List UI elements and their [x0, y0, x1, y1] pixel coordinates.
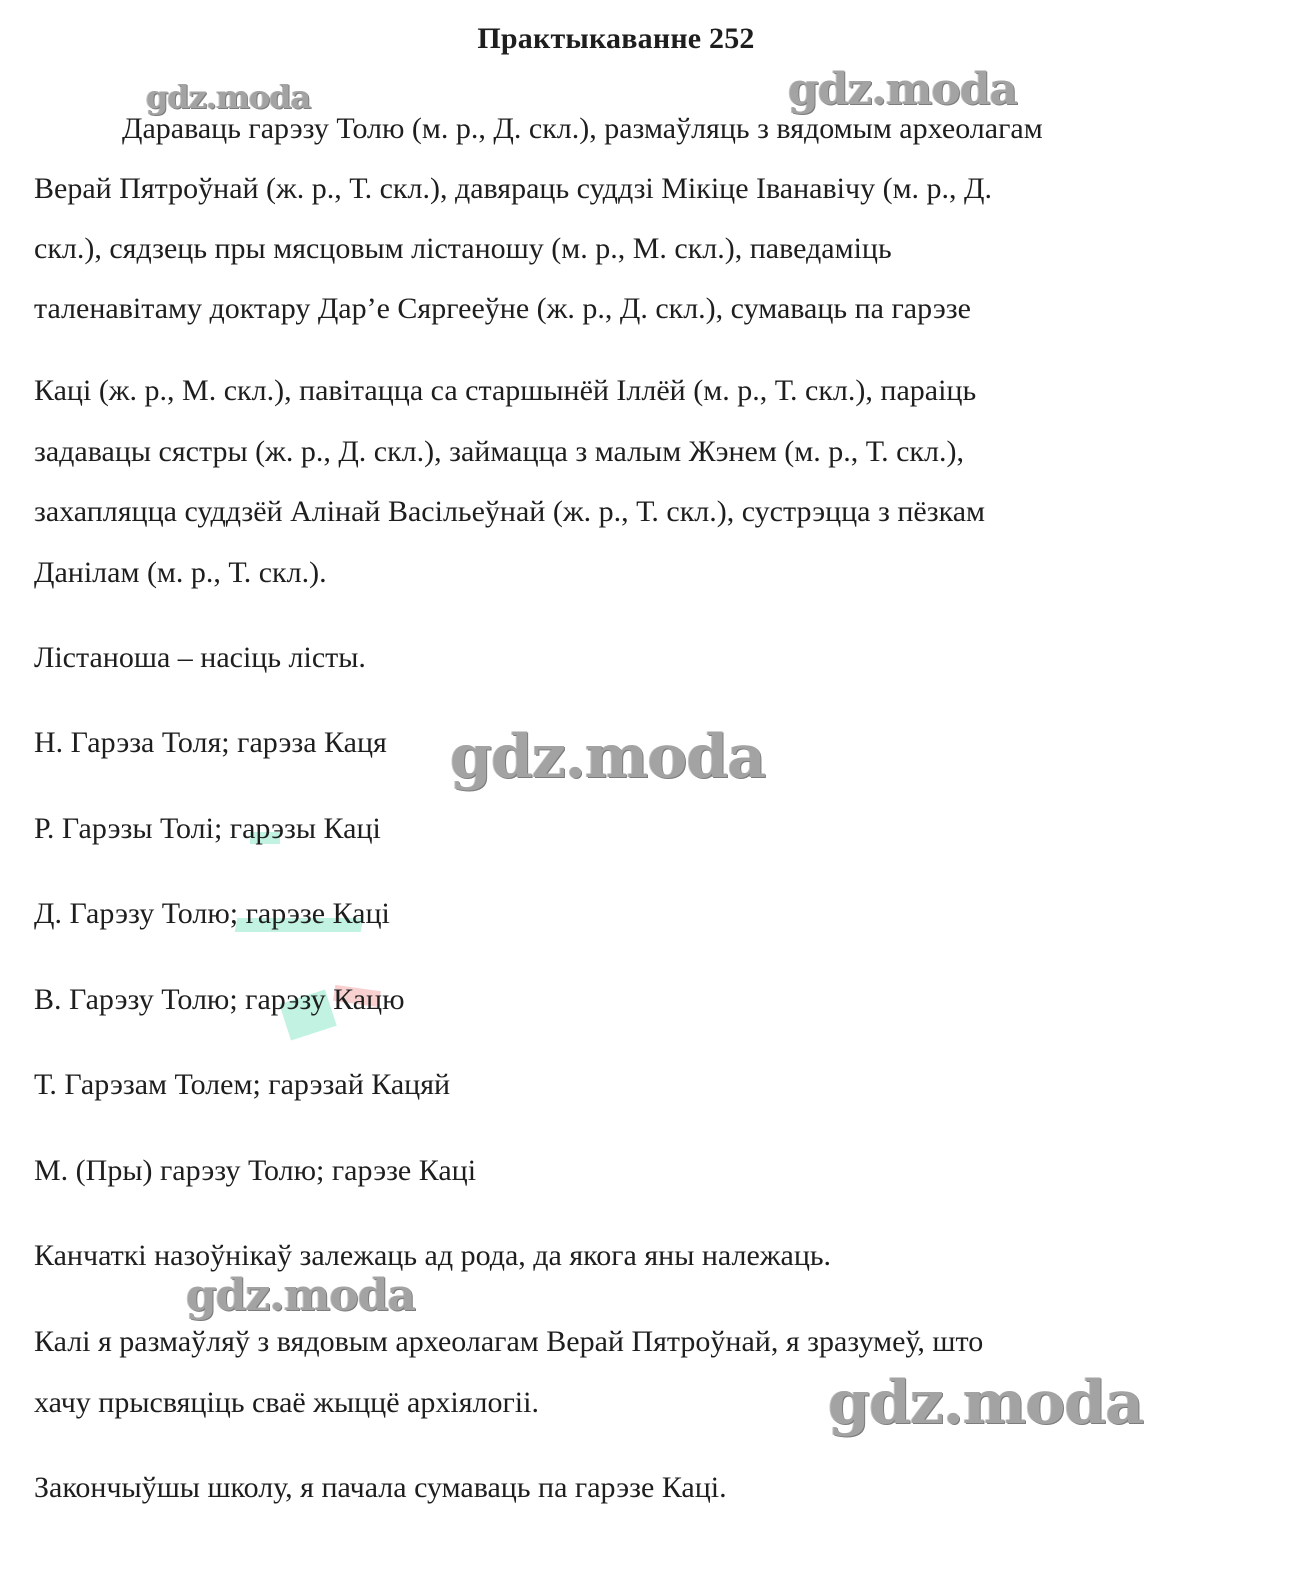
watermark: gdz.moda: [788, 64, 1018, 115]
declension-line: Т. Гарэзам Толем; гарэзай Кацяй: [34, 1068, 451, 1101]
declension-line: Д. Гарэзу Толю; гарэзе Каці: [34, 897, 390, 930]
declension-line: В. Гарэзу Толю; гарэзу Кацю: [34, 983, 405, 1016]
watermark: gdz.moda: [828, 1368, 1144, 1438]
watermark: gdz.moda: [450, 722, 766, 792]
sentence-line: Калі я размаўляў з вядовым археолагам Верай Пятроўнай, я зразумеў, што: [34, 1325, 984, 1358]
note-line: Канчаткі назоўнікаў залежаць ад рода, да якога яны належаць.: [34, 1239, 832, 1272]
paragraph-line: задавацы сястры (ж. р., Д. скл.), займацца з малым Жэнем (м. р., Т. скл.),: [34, 435, 964, 468]
watermark: gdz.moda: [146, 78, 311, 116]
paragraph-line: скл.), сядзець пры мясцовым лістаношу (м. р., М. скл.), паведаміць: [34, 232, 892, 265]
page-title: Практыкаванне 252: [477, 22, 755, 55]
paragraph-line: таленавітаму доктару Дар’е Сяргееўне (ж. р., Д. скл.), сумаваць па гарэзе: [34, 292, 971, 325]
paragraph-line: захапляцца суддзёй Алінай Васільеўнай (ж. р., Т. скл.), сустрэцца з пёзкам: [34, 495, 985, 528]
sentence-line: хачу прысвяціць сваё жыццё архіялогіі.: [34, 1386, 539, 1419]
sentence-line: Закончыўшы школу, я пачала сумаваць па гарэзе Каці.: [34, 1471, 727, 1504]
watermark: gdz.moda: [186, 1270, 416, 1321]
declension-line: Р. Гарэзы Толі; гарэзы Каці: [34, 812, 381, 845]
paragraph-line: Дараваць гарэзу Толю (м. р., Д. скл.), размаўляць з вядомым археолагам: [122, 112, 1043, 145]
paragraph-line: Верай Пятроўнай (ж. р., Т. скл.), давяраць суддзі Мікіце Іванавічу (м. р., Д.: [34, 172, 993, 205]
paragraph-line: Каці (ж. р., М. скл.), павітацца са старшынёй Іллёй (м. р., Т. скл.), параіць: [34, 374, 977, 407]
declension-line: М. (Пры) гарэзу Толю; гарэзе Каці: [34, 1154, 477, 1187]
declension-line: Н. Гарэза Толя; гарэза Каця: [34, 726, 387, 759]
definition-line: Лістаноша – насіць лісты.: [34, 641, 366, 674]
paragraph-line: Данілам (м. р., Т. скл.).: [34, 556, 327, 589]
